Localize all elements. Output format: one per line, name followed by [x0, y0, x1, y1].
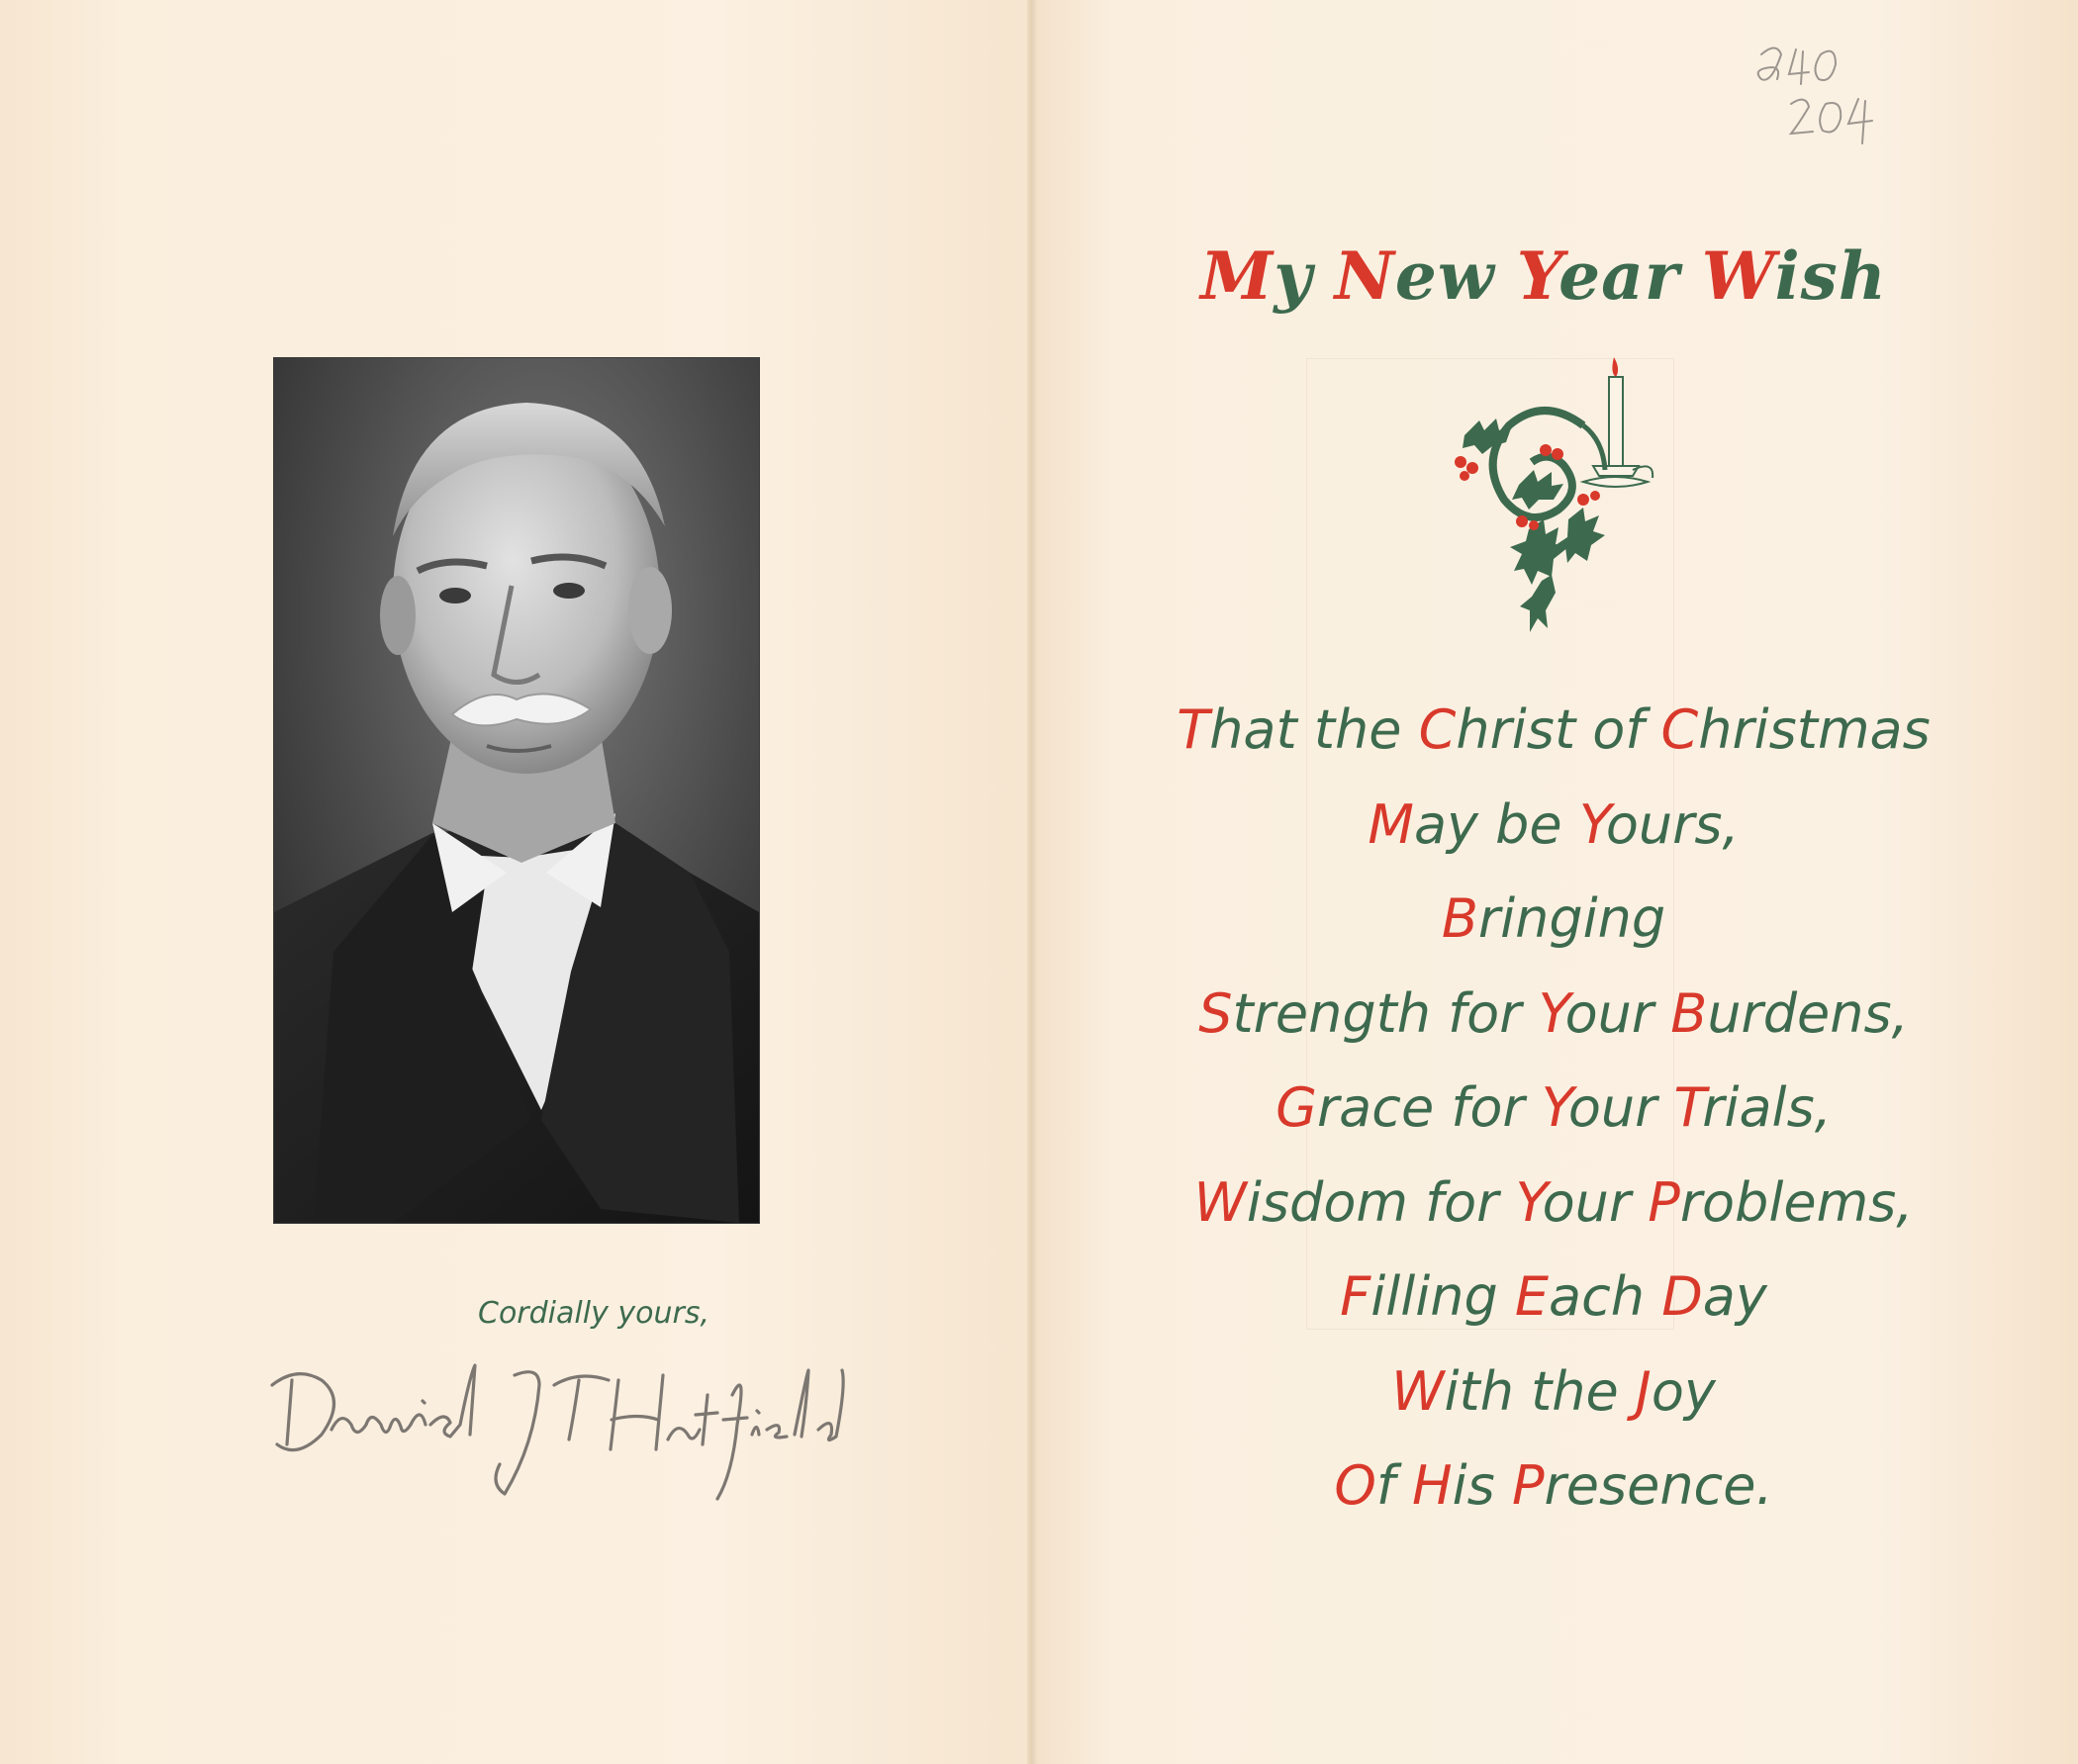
verse-capital: S	[1198, 981, 1233, 1045]
closing-text: Cordially yours,	[478, 1296, 709, 1331]
verse-capital: H	[1412, 1454, 1453, 1517]
pencil-notation	[1751, 40, 1900, 148]
verse-capital: Y	[1541, 1076, 1568, 1139]
verse-capital: E	[1514, 1265, 1550, 1328]
handwritten-signature	[252, 1326, 846, 1504]
verse-text: isdom for	[1246, 1170, 1516, 1234]
title-word: Wish	[1701, 237, 1887, 315]
verse-capital: P	[1511, 1454, 1545, 1517]
verse-capital: Y	[1578, 792, 1606, 856]
verse-text: ringing	[1477, 887, 1666, 950]
card-title	[1148, 237, 1939, 315]
verse-text: ours,	[1605, 792, 1740, 856]
verse-text: hat the	[1209, 698, 1419, 761]
verse-capital: O	[1334, 1454, 1376, 1517]
verse-capital: G	[1275, 1076, 1317, 1139]
portrait-photo-image	[274, 358, 759, 1223]
portrait-photo	[274, 358, 759, 1223]
verse-text: is	[1452, 1454, 1512, 1517]
verse-text: our	[1542, 1170, 1649, 1234]
verse-text: our	[1567, 1076, 1674, 1139]
verse-line	[1088, 683, 2019, 778]
verse-text: our	[1564, 981, 1671, 1045]
verse-line	[1088, 778, 2019, 873]
verse-text: roblems,	[1679, 1170, 1914, 1234]
verse-capital: T	[1177, 698, 1210, 761]
verse-capital: C	[1418, 698, 1457, 761]
verse-text: hrist of	[1456, 698, 1661, 761]
verse-text: urdens,	[1707, 981, 1909, 1045]
verse-text: hristmas	[1698, 698, 1931, 761]
verse-line	[1088, 872, 2019, 967]
verse-text: resence.	[1544, 1454, 1773, 1517]
verse-capital: J	[1635, 1359, 1652, 1423]
verse-text: race for	[1316, 1076, 1542, 1139]
verse-capital: Y	[1538, 981, 1565, 1045]
verse-capital: W	[1391, 1359, 1445, 1423]
verse-text: ith the	[1444, 1359, 1636, 1423]
verse-text: oy	[1651, 1359, 1716, 1423]
verse-text: f	[1375, 1454, 1413, 1517]
verse-line	[1088, 1345, 2019, 1439]
verse-capital: T	[1673, 1076, 1703, 1139]
verse	[1088, 683, 2019, 1533]
holly-and-candle-icon	[1435, 351, 1672, 648]
verse-capital: F	[1340, 1265, 1371, 1328]
verse-capital: D	[1661, 1265, 1703, 1328]
verse-line	[1088, 1250, 2019, 1345]
verse-capital: B	[1670, 981, 1708, 1045]
verse-capital: B	[1441, 887, 1478, 950]
verse-capital: W	[1193, 1170, 1247, 1234]
verse-line	[1088, 1439, 2019, 1533]
verse-capital: Y	[1515, 1170, 1543, 1234]
title-word: Year	[1516, 237, 1680, 315]
verse-capital: M	[1368, 792, 1414, 856]
verse-text: trength for	[1232, 981, 1539, 1045]
verse-text: ay be	[1413, 792, 1579, 856]
verse-capital: P	[1648, 1170, 1680, 1234]
card-fold	[1027, 0, 1037, 1764]
verse-line	[1088, 1156, 2019, 1251]
verse-text: ay	[1702, 1265, 1767, 1328]
title-word: New	[1334, 237, 1495, 315]
title-word: My	[1200, 237, 1313, 315]
verse-capital: C	[1660, 698, 1699, 761]
verse-text: rials,	[1702, 1076, 1832, 1139]
verse-text: illing	[1370, 1265, 1515, 1328]
verse-line	[1088, 1061, 2019, 1156]
verse-line	[1088, 967, 2019, 1062]
verse-text: ach	[1549, 1265, 1662, 1328]
